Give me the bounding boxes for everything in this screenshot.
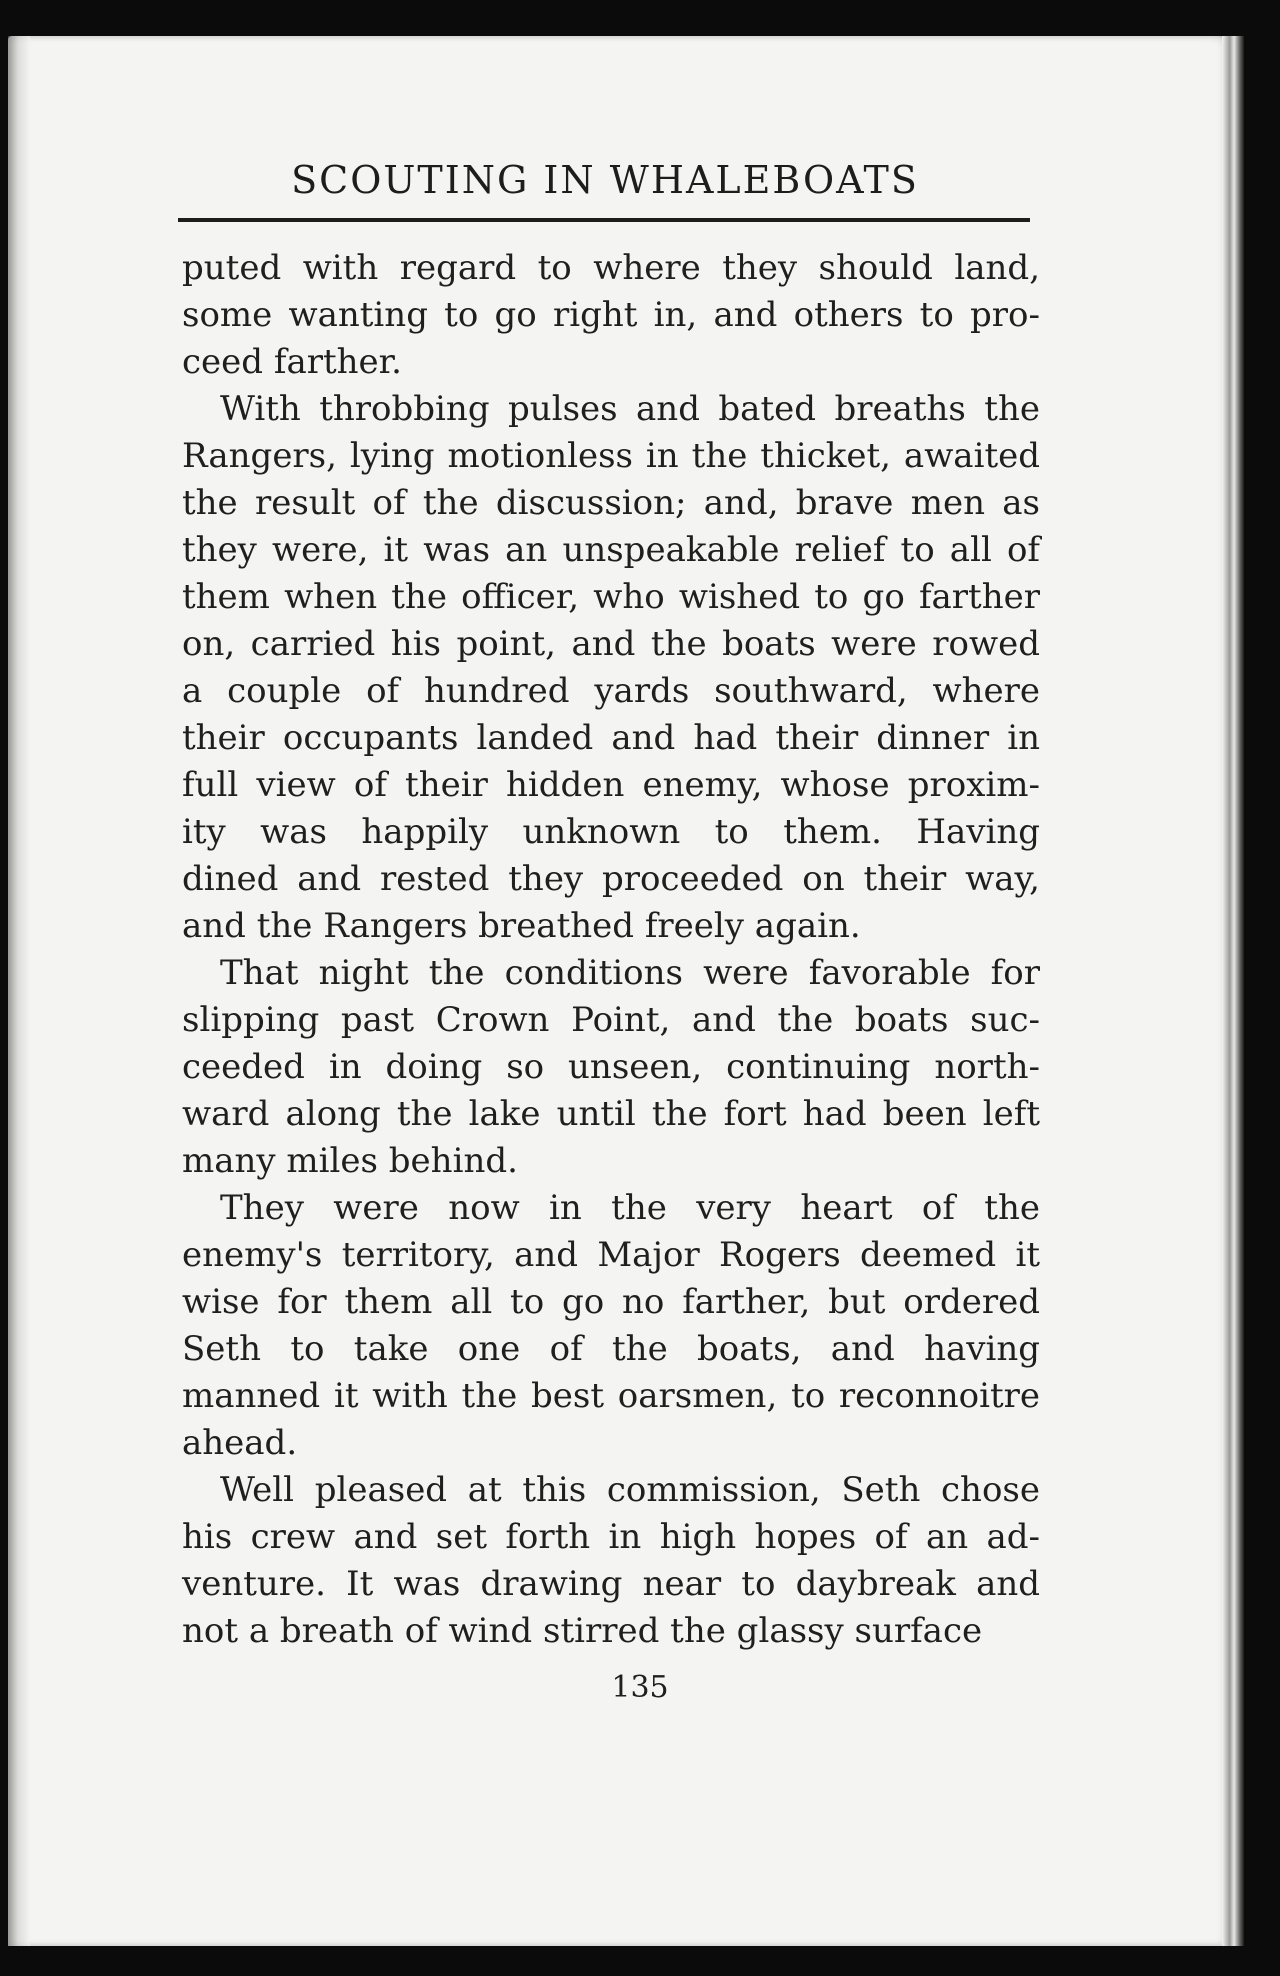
text-line: full view of their hidden enemy, whose proxim-: [182, 765, 1040, 805]
page-gutter-shadow: [8, 36, 30, 1946]
text-line: That night the conditions were favorable for: [220, 953, 1040, 993]
page-number: 135: [611, 1670, 669, 1705]
text-line: ceed farther.: [182, 342, 402, 382]
text-line: not a breath of wind stirred the glassy surface: [182, 1611, 983, 1651]
header-rule: [178, 218, 1030, 222]
paragraph: [182, 950, 1040, 1185]
text-line: dined and rested they proceeded on their way,: [182, 859, 1040, 899]
paragraph: [182, 1467, 1040, 1655]
scan-border: [0, 1946, 1280, 1976]
text-line: their occupants landed and had their dinner in: [182, 718, 1040, 758]
text-line: on, carried his point, and the boats were rowed: [182, 624, 1040, 664]
text-line: ahead.: [182, 1423, 298, 1463]
text-line: ceeded in doing so unseen, continuing north-: [182, 1047, 1040, 1087]
paragraph: [182, 1185, 1040, 1467]
text-line: Well pleased at this commission, Seth chose: [220, 1470, 1040, 1510]
text-line: the result of the discussion; and, brave men as: [182, 483, 1040, 523]
paragraph: [182, 386, 1040, 950]
text-line: a couple of hundred yards southward, where: [182, 671, 1040, 711]
body-text: [182, 245, 1040, 1655]
text-line: them when the officer, who wished to go farther: [182, 577, 1040, 617]
text-line: many miles behind.: [182, 1141, 518, 1181]
text-line: Rangers, lying motionless in the thicket, awaited: [182, 436, 1040, 476]
text-line: slipping past Crown Point, and the boats suc-: [182, 1000, 1040, 1040]
text-line: enemy's territory, and Major Rogers deemed it: [182, 1235, 1040, 1275]
running-head: SCOUTING IN WHALEBOATS: [291, 158, 919, 202]
paragraph: [182, 245, 1040, 386]
text-line: ward along the lake until the fort had been left: [182, 1094, 1040, 1134]
text-line: With throbbing pulses and bated breaths the: [220, 389, 1040, 429]
text-line: puted with regard to where they should land,: [182, 248, 1040, 288]
text-line: they were, it was an unspeakable relief to all of: [182, 530, 1040, 570]
text-line: They were now in the very heart of the: [220, 1188, 1040, 1228]
text-line: and the Rangers breathed freely again.: [182, 906, 861, 946]
page-edge-shadow: [1222, 36, 1244, 1946]
text-line: his crew and set forth in high hopes of an ad-: [182, 1517, 1040, 1557]
text-line: ity was happily unknown to them. Having: [182, 812, 1040, 852]
text-line: some wanting to go right in, and others to pro-: [182, 295, 1040, 335]
text-line: manned it with the best oarsmen, to reconnoitre: [182, 1376, 1040, 1416]
text-line: wise for them all to go no farther, but ordered: [182, 1282, 1040, 1322]
text-line: Seth to take one of the boats, and having: [182, 1329, 1040, 1369]
text-line: venture. It was drawing near to daybreak and: [182, 1564, 1040, 1604]
